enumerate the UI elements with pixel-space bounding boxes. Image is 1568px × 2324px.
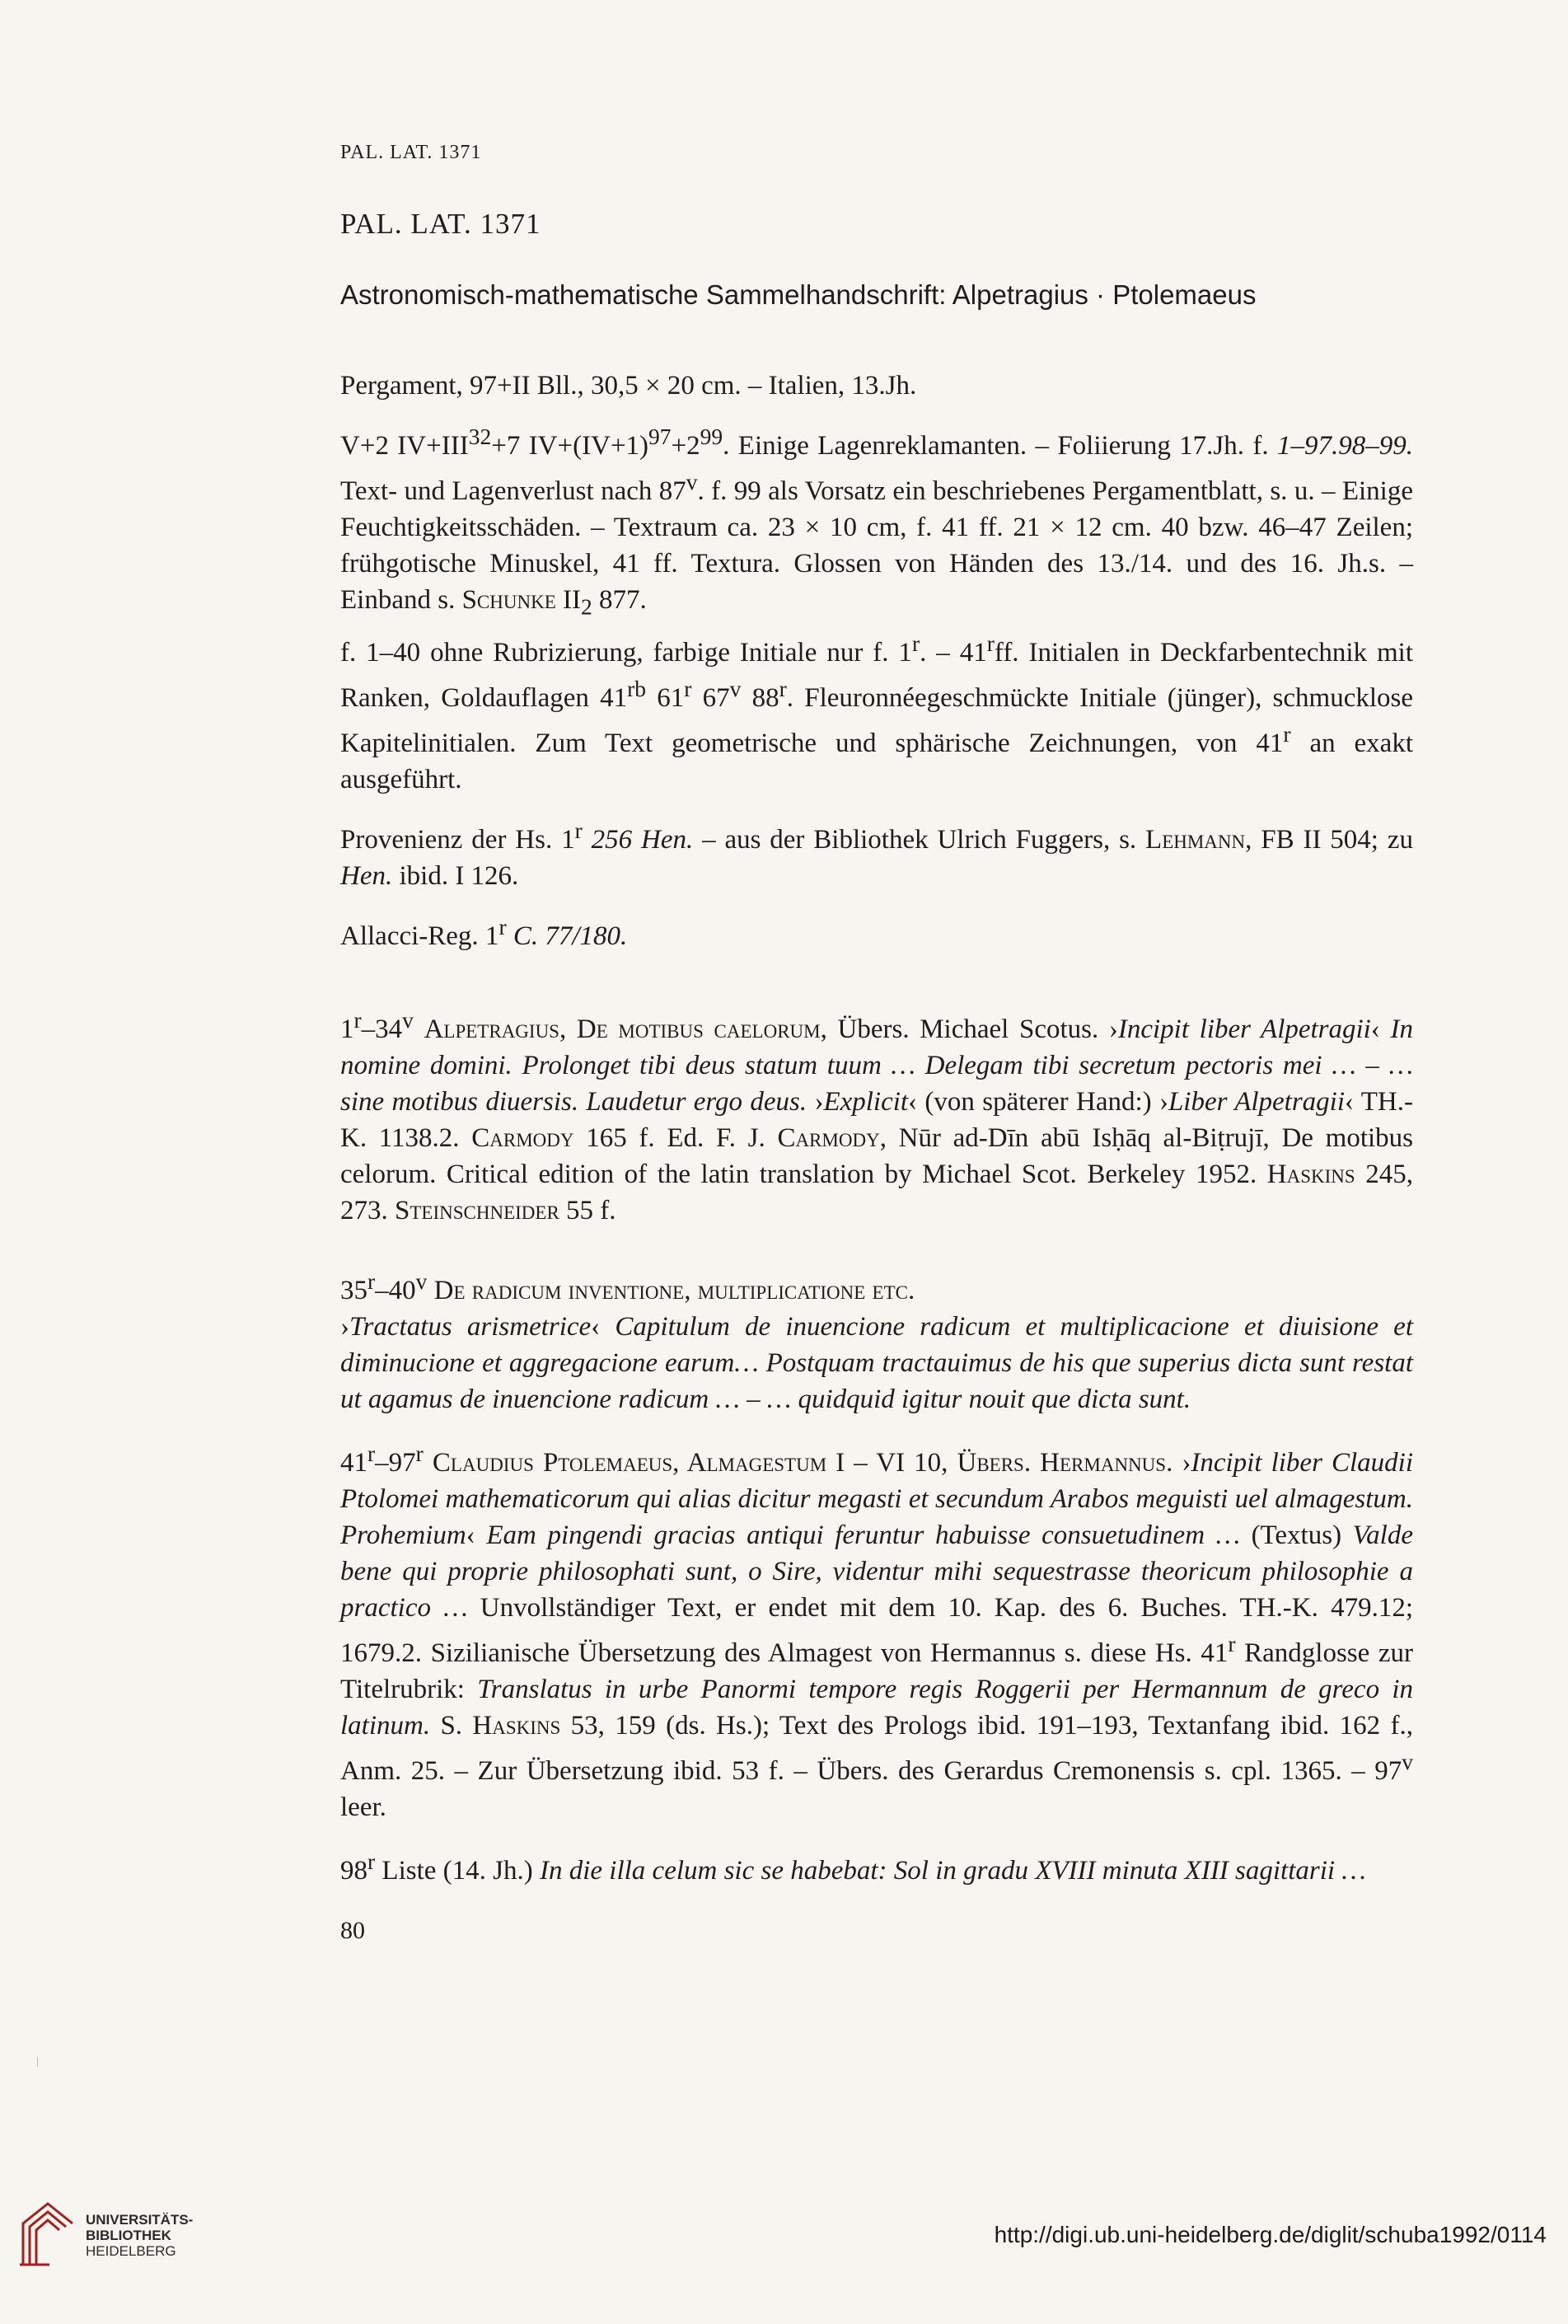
paragraph-title: Astronomisch-mathematische Sammelhandschrift: Alpetragius · Ptolemaeus: [340, 279, 1257, 310]
margin-mark: [37, 2057, 38, 2067]
paragraph-physical-description: Pergament, 97+II Bll., 30,5 × 20 cm. – Italien, 13.Jh.: [340, 371, 917, 401]
permalink-url[interactable]: http://digi.ub.uni-heidelberg.de/diglit/schuba1992/0114: [994, 2222, 1547, 2247]
paragraph-content-3: 41$^r$–97$^r$ Claudius Ptolemaeus, Almagestum I – VI 10, Übers. Hermannus. ›Incipit liber Claudii Ptolomei mathematicorum qui alias dicitur megasti et secundum Arabos meguisti uel almagestum. Prohemium‹ Eam pingendi gracias antiqui feruntur habuisse consuetudinem … (Textus) Valde bene qui proprie philosophati sunt, o Sire, videntur mihi sequestrasse theoricum philosophie a practico … Unvollständiger Text, er endet mit dem 10. Kap. des 6. Buches. TH.-K. 479.12; 1679.2. Sizilianische Übersetzung des Almagest von Hermannus s. diese Hs. 41$^r$ Randglosse zur Titelrubrik: Translatus in urbe Panormi tempore regis Roggerii per Hermannum de greco in latinum. S. Haskins 53, 159 (ds. Hs.); Text des Prologs ibid. 191–193, Textanfang ibid. 162 f., Anm. 25. – Zur Übersetzung ibid. 53 f. – Übers. des Gerardus Cremonensis s. cpl. 1365. – 97$^v$ leer.: [340, 1440, 1413, 1822]
library-name-line-3: HEIDELBERG: [86, 2243, 176, 2259]
library-logo-icon: [16, 2199, 79, 2268]
footer: [0, 2199, 1568, 2273]
running-head: PAL. LAT. 1371: [340, 142, 482, 163]
catalog-entry: [340, 206, 1413, 1889]
paragraph-content-2: 35$^r$–40$^v$ De radicum inventione, multiplicatione etc. ›Tractatus arismetrice‹ Capitulum de inuencione radicum et multiplicacione et diuisione et diminucione et aggregacione earum… Postquam tractauimus de his que superius dicta sunt restat ut agamus de inuencione radicum … – … quidquid igitur nouit que dicta sunt.: [340, 1267, 1413, 1414]
paragraph-content-1: 1$^r$–34$^v$ Alpetragius, De motibus caelorum, Übers. Michael Scotus. ›Incipit liber Alpetragii‹ In nomine domini. Prolonget tibi deus statum tuum … Delegam tibi secretum pectoris mei … – … sine motibus diuersis. Laudetur ergo deus. ›Explicit‹ (von späterer Hand:) ›Liber Alpetragii‹ TH.-K. 1138.2. Carmody 165 f. Ed. F. J. Carmody, Nūr ad-Dīn abū Isḥāq al-Biṭrujī, De motibus celorum. Critical edition of the latin translation by Michael Scot. Berkeley 1952. Haskins 245, 273. Steinschneider 55 f.: [340, 1006, 1413, 1225]
paragraph-allacci: Allacci-Reg. 1$^r$ C. 77/180.: [340, 913, 628, 951]
page-number: 80: [340, 1917, 365, 1944]
paragraph-shelfmark: PAL. LAT. 1371: [340, 208, 541, 240]
library-name: [86, 2212, 193, 2259]
paragraph-provenance: Provenienz der Hs. 1$^r$ 256 Hen. – aus der Bibliothek Ulrich Fuggers, s. Lehmann, FB II 504; zu Hen. ibid. I 126.: [340, 817, 1413, 891]
library-name-line-2: BIBLIOTHEK: [86, 2228, 171, 2243]
paragraph-decoration: f. 1–40 ohne Rubrizierung, farbige Initiale nur f. 1$^r$. – 41$^r$ff. Initialen in Deckfarbentechnik mit Ranken, Goldauflagen $41^{rb}$ 61$^r$ 67$^v$ 88$^r$. Fleuronnéegeschmückte Initiale (jünger), schmucklose Kapitelinitialen. Zum Text geometrische und sphärische Zeichnungen, von 41$^r$ an exakt ausgeführt.: [340, 630, 1414, 794]
paragraph-codicology: V+2 $IV+III^{32}+7$ $IV+(IV+1)^{97}+2^{99}$. Einige Lagenreklamanten. – Foliierung 17.Jh. f. 1–97.98–99. Text- und Lagenverlust nach 87$^v$. f. 99 als Vorsatz ein beschriebenes Pergamentblatt, s. u. – Einige Feuchtigkeitsschäden. – Textraum ca. 23 × 10 cm, f. 41 ff. 21 × 12 cm. 40 bzw. 46–47 Zeilen; frühgotische Minuskel, 41 ff. Textura. Glossen von Händen des 13./14. und des 16. Jh.s. – Einband s. Schunke $II_2$ 877.: [340, 424, 1414, 620]
paragraph-content-4: 98$^r$ Liste (14. Jh.) In die illa celum sic se habebat: Sol in gradu XVIII minuta XIII sagittarii …: [340, 1848, 1366, 1886]
library-name-line-1: UNIVERSITÄTS-: [86, 2212, 194, 2228]
